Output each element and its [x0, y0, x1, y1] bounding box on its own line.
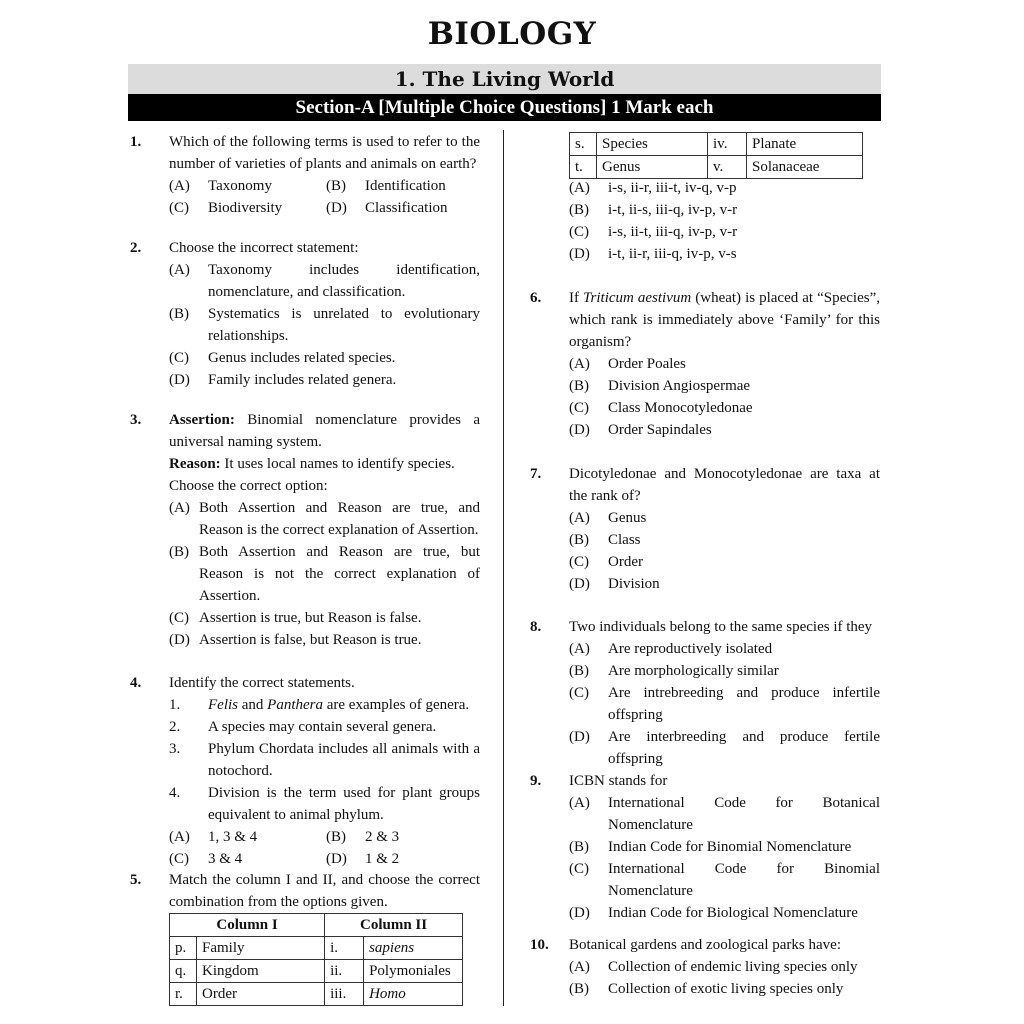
option-text: Both Assertion and Reason are true, but Reason is not the correct explanation of Assertion. — [199, 544, 480, 604]
question-number: 6. — [530, 290, 542, 306]
option — [169, 607, 480, 629]
option-label: (C) — [569, 554, 589, 570]
assertion-label: Assertion: — [169, 412, 235, 428]
column-divider — [503, 130, 504, 1006]
statement-number: 2. — [169, 719, 181, 735]
table-cell: Species — [597, 133, 708, 156]
table-cell: iv. — [708, 133, 747, 156]
option-label: (B) — [569, 839, 589, 855]
option-label: (A) — [169, 500, 190, 516]
option-text: Are intrebreeding and produce infertile offspring — [608, 685, 880, 723]
question-text: Dicotyledonae and Monocotyledonae are taxa at the rank of? — [569, 466, 880, 504]
table-cell: Family — [197, 937, 325, 960]
table-cell: t. — [570, 156, 597, 179]
question-text: Botanical gardens and zoological parks have: — [569, 937, 841, 953]
option-text: Assertion is true, but Reason is false. — [199, 610, 422, 626]
option-label: (B) — [326, 178, 346, 194]
option-label: (A) — [169, 829, 190, 845]
subject-title: BIOLOGY — [427, 16, 597, 52]
question-number: 1. — [130, 134, 142, 150]
option-text: Collection of endemic living species only — [608, 959, 858, 975]
option-label: (B) — [169, 544, 189, 560]
option-label: (C) — [569, 224, 589, 240]
question-text: Identify the correct statements. — [169, 675, 355, 691]
match-table-part-1 — [169, 913, 463, 1006]
option-label: (C) — [169, 851, 189, 867]
option — [569, 978, 880, 1000]
option — [569, 956, 880, 978]
option-text: International Code for Binomial Nomenclature — [608, 861, 880, 899]
option — [569, 551, 880, 573]
option-text: Biodiversity — [208, 200, 283, 216]
option-row — [169, 826, 480, 848]
option-label: (A) — [569, 641, 590, 657]
option-text: i-s, ii-r, iii-t, iv-q, v-p — [608, 180, 737, 196]
option — [569, 397, 880, 419]
option-text: Family includes related genera. — [208, 372, 397, 388]
option-text: Order Sapindales — [608, 422, 712, 438]
question-text: Match the column I and II, and choose the correct combination from the options given. — [169, 872, 480, 910]
question-number: 8. — [530, 619, 542, 635]
question-number: 10. — [530, 937, 549, 953]
option-row — [169, 197, 480, 219]
option-text: 3 & 4 — [208, 851, 243, 867]
option — [569, 243, 880, 265]
reason-text: It uses local names to identify species. — [224, 456, 455, 472]
question-text — [569, 287, 880, 353]
option-label: (C) — [569, 400, 589, 416]
question-number: 9. — [530, 773, 542, 789]
assertion-text: Binomial nomenclature provides a universal naming system. — [169, 412, 481, 450]
table-cell: ii. — [325, 960, 364, 983]
question-prompt: Choose the correct option: — [169, 478, 328, 494]
option-label: (A) — [169, 178, 190, 194]
option — [169, 369, 480, 391]
option-row — [169, 848, 480, 870]
option-label: (A) — [569, 356, 590, 372]
option-text: i-s, ii-t, iii-q, iv-p, v-r — [608, 224, 738, 240]
column-header: Column I — [170, 914, 325, 937]
option — [569, 660, 880, 682]
table-row — [170, 983, 463, 1006]
question-text: Which of the following terms is used to refer to the number of varieties of plants and animals on earth? — [169, 134, 480, 172]
option-label: (D) — [569, 576, 590, 592]
option-text: Taxonomy includes identification, nomenclature, and classification. — [208, 262, 480, 300]
option-label: (B) — [569, 202, 589, 218]
option-label: (B) — [169, 306, 189, 322]
option — [569, 902, 880, 924]
option — [169, 541, 480, 607]
option-text: Are morphologically similar — [608, 663, 779, 679]
option — [569, 375, 880, 397]
option-label: (C) — [169, 610, 189, 626]
option-label: (D) — [169, 372, 190, 388]
statement-text: and — [241, 697, 264, 713]
option — [569, 529, 880, 551]
option-text: Division — [608, 576, 660, 592]
option-label: (D) — [569, 729, 590, 745]
option — [169, 347, 480, 369]
statement-1 — [169, 694, 480, 716]
option-text: Class Monocotyledonae — [608, 400, 753, 416]
option-row — [169, 175, 480, 197]
statement-text: Division is the term used for plant groups equivalent to animal phylum. — [208, 785, 480, 823]
section-heading: Section-A [Multiple Choice Questions] 1 Mark each — [128, 94, 881, 121]
genus-name: Panthera — [267, 697, 323, 713]
table-cell: Kingdom — [197, 960, 325, 983]
option-label: (B) — [569, 981, 589, 997]
option — [169, 497, 480, 541]
option-text: Class — [608, 532, 641, 548]
question-5-options — [569, 177, 880, 265]
option-text: Genus — [608, 510, 647, 526]
option-label: (C) — [169, 200, 189, 216]
option-label: (B) — [326, 829, 346, 845]
option-label: (C) — [569, 685, 589, 701]
question-number: 4. — [130, 675, 142, 691]
question-number: 7. — [530, 466, 542, 482]
statement-text: are examples of genera. — [326, 697, 470, 713]
question-text: Choose the incorrect statement: — [169, 240, 359, 256]
statement-text: A species may contain several genera. — [208, 719, 437, 735]
table-cell: Solanaceae — [747, 156, 863, 179]
option — [569, 792, 880, 836]
statement-number: 4. — [169, 785, 181, 801]
option — [169, 629, 480, 651]
option — [569, 221, 880, 243]
statement-text: Phylum Chordata includes all animals with a notochord. — [208, 741, 480, 779]
question-text-part: (wheat) is placed at “Species”, which rank is immediately above ‘Family’ for this organism? — [569, 290, 881, 350]
option-label: (A) — [569, 795, 590, 811]
option — [569, 726, 880, 770]
table-cell: Order — [197, 983, 325, 1006]
option — [569, 836, 880, 858]
option-label: (B) — [569, 663, 589, 679]
option — [169, 303, 480, 347]
statement-4 — [169, 782, 480, 826]
table-cell: v. — [708, 156, 747, 179]
chapter-title: 1. The Living World — [128, 64, 881, 94]
scientific-name: Triticum aestivum — [583, 290, 692, 306]
table-cell: Genus — [597, 156, 708, 179]
statement-number: 1. — [169, 697, 181, 713]
option — [169, 259, 480, 303]
option-text: 2 & 3 — [365, 829, 400, 845]
table-cell: sapiens — [364, 937, 463, 960]
option-label: (B) — [569, 378, 589, 394]
statement-2 — [169, 716, 480, 738]
option-label: (A) — [569, 180, 590, 196]
table-cell: iii. — [325, 983, 364, 1006]
genus-name: Felis — [208, 697, 238, 713]
option — [569, 682, 880, 726]
option — [569, 419, 880, 441]
table-header-row — [170, 914, 463, 937]
option-label: (B) — [569, 532, 589, 548]
option-text: Are reproductively isolated — [608, 641, 773, 657]
statement-3 — [169, 738, 480, 782]
question-number: 2. — [130, 240, 142, 256]
option-label: (D) — [569, 905, 590, 921]
column-header: Column II — [325, 914, 463, 937]
option-text: Division Angiospermae — [608, 378, 751, 394]
option-text: Both Assertion and Reason are true, and Reason is the correct explanation of Assertion. — [199, 500, 480, 538]
table-cell: r. — [170, 983, 197, 1006]
table-row — [170, 960, 463, 983]
option-label: (C) — [169, 350, 189, 366]
option-text: Genus includes related species. — [208, 350, 396, 366]
option — [569, 638, 880, 660]
option-text: Systematics is unrelated to evolutionary relationships. — [208, 306, 480, 344]
option — [569, 353, 880, 375]
option-text: i-t, ii-s, iii-q, iv-p, v-r — [608, 202, 738, 218]
table-row — [570, 156, 863, 179]
table-cell: s. — [570, 133, 597, 156]
match-table-part-2 — [569, 132, 863, 179]
question-number: 5. — [130, 872, 142, 888]
option — [569, 573, 880, 595]
option-label: (D) — [569, 246, 590, 262]
option-text: Classification — [365, 200, 448, 216]
option-text: i-t, ii-r, iii-q, iv-p, v-s — [608, 246, 737, 262]
option-label: (C) — [569, 861, 589, 877]
option-text: Identification — [365, 178, 446, 194]
option-text: Are interbreeding and produce fertile offspring — [608, 729, 880, 767]
option-label: (D) — [326, 200, 347, 216]
option — [569, 858, 880, 902]
reason-label: Reason: — [169, 456, 221, 472]
option-text: 1 & 2 — [365, 851, 400, 867]
table-cell: p. — [170, 937, 197, 960]
option-text: Indian Code for Biological Nomenclature — [608, 905, 858, 921]
option-label: (D) — [569, 422, 590, 438]
option-text: Assertion is false, but Reason is true. — [199, 632, 422, 648]
table-cell: q. — [170, 960, 197, 983]
question-number: 3. — [130, 412, 142, 428]
table-cell: Polymoniales — [364, 960, 463, 983]
table-row — [170, 937, 463, 960]
option — [569, 177, 880, 199]
reason — [169, 453, 480, 475]
option-text: Order — [608, 554, 643, 570]
option-label: (D) — [326, 851, 347, 867]
option-label: (A) — [569, 959, 590, 975]
option-label: (A) — [569, 510, 590, 526]
statement-number: 3. — [169, 741, 181, 757]
option-text: Collection of exotic living species only — [608, 981, 844, 997]
option-text: Order Poales — [608, 356, 686, 372]
table-row — [570, 133, 863, 156]
question-text: ICBN stands for — [569, 773, 668, 789]
table-cell: i. — [325, 937, 364, 960]
assertion — [169, 409, 480, 453]
question-text-part: If — [569, 290, 579, 306]
option-text: International Code for Botanical Nomenclature — [608, 795, 880, 833]
table-cell: Planate — [747, 133, 863, 156]
option-label: (A) — [169, 262, 190, 278]
option — [569, 507, 880, 529]
option-label: (D) — [169, 632, 190, 648]
question-text: Two individuals belong to the same species if they — [569, 619, 873, 635]
option — [569, 199, 880, 221]
table-cell: Homo — [364, 983, 463, 1006]
option-text: Indian Code for Binomial Nomenclature — [608, 839, 852, 855]
option-text: 1, 3 & 4 — [208, 829, 258, 845]
option-text: Taxonomy — [208, 178, 272, 194]
